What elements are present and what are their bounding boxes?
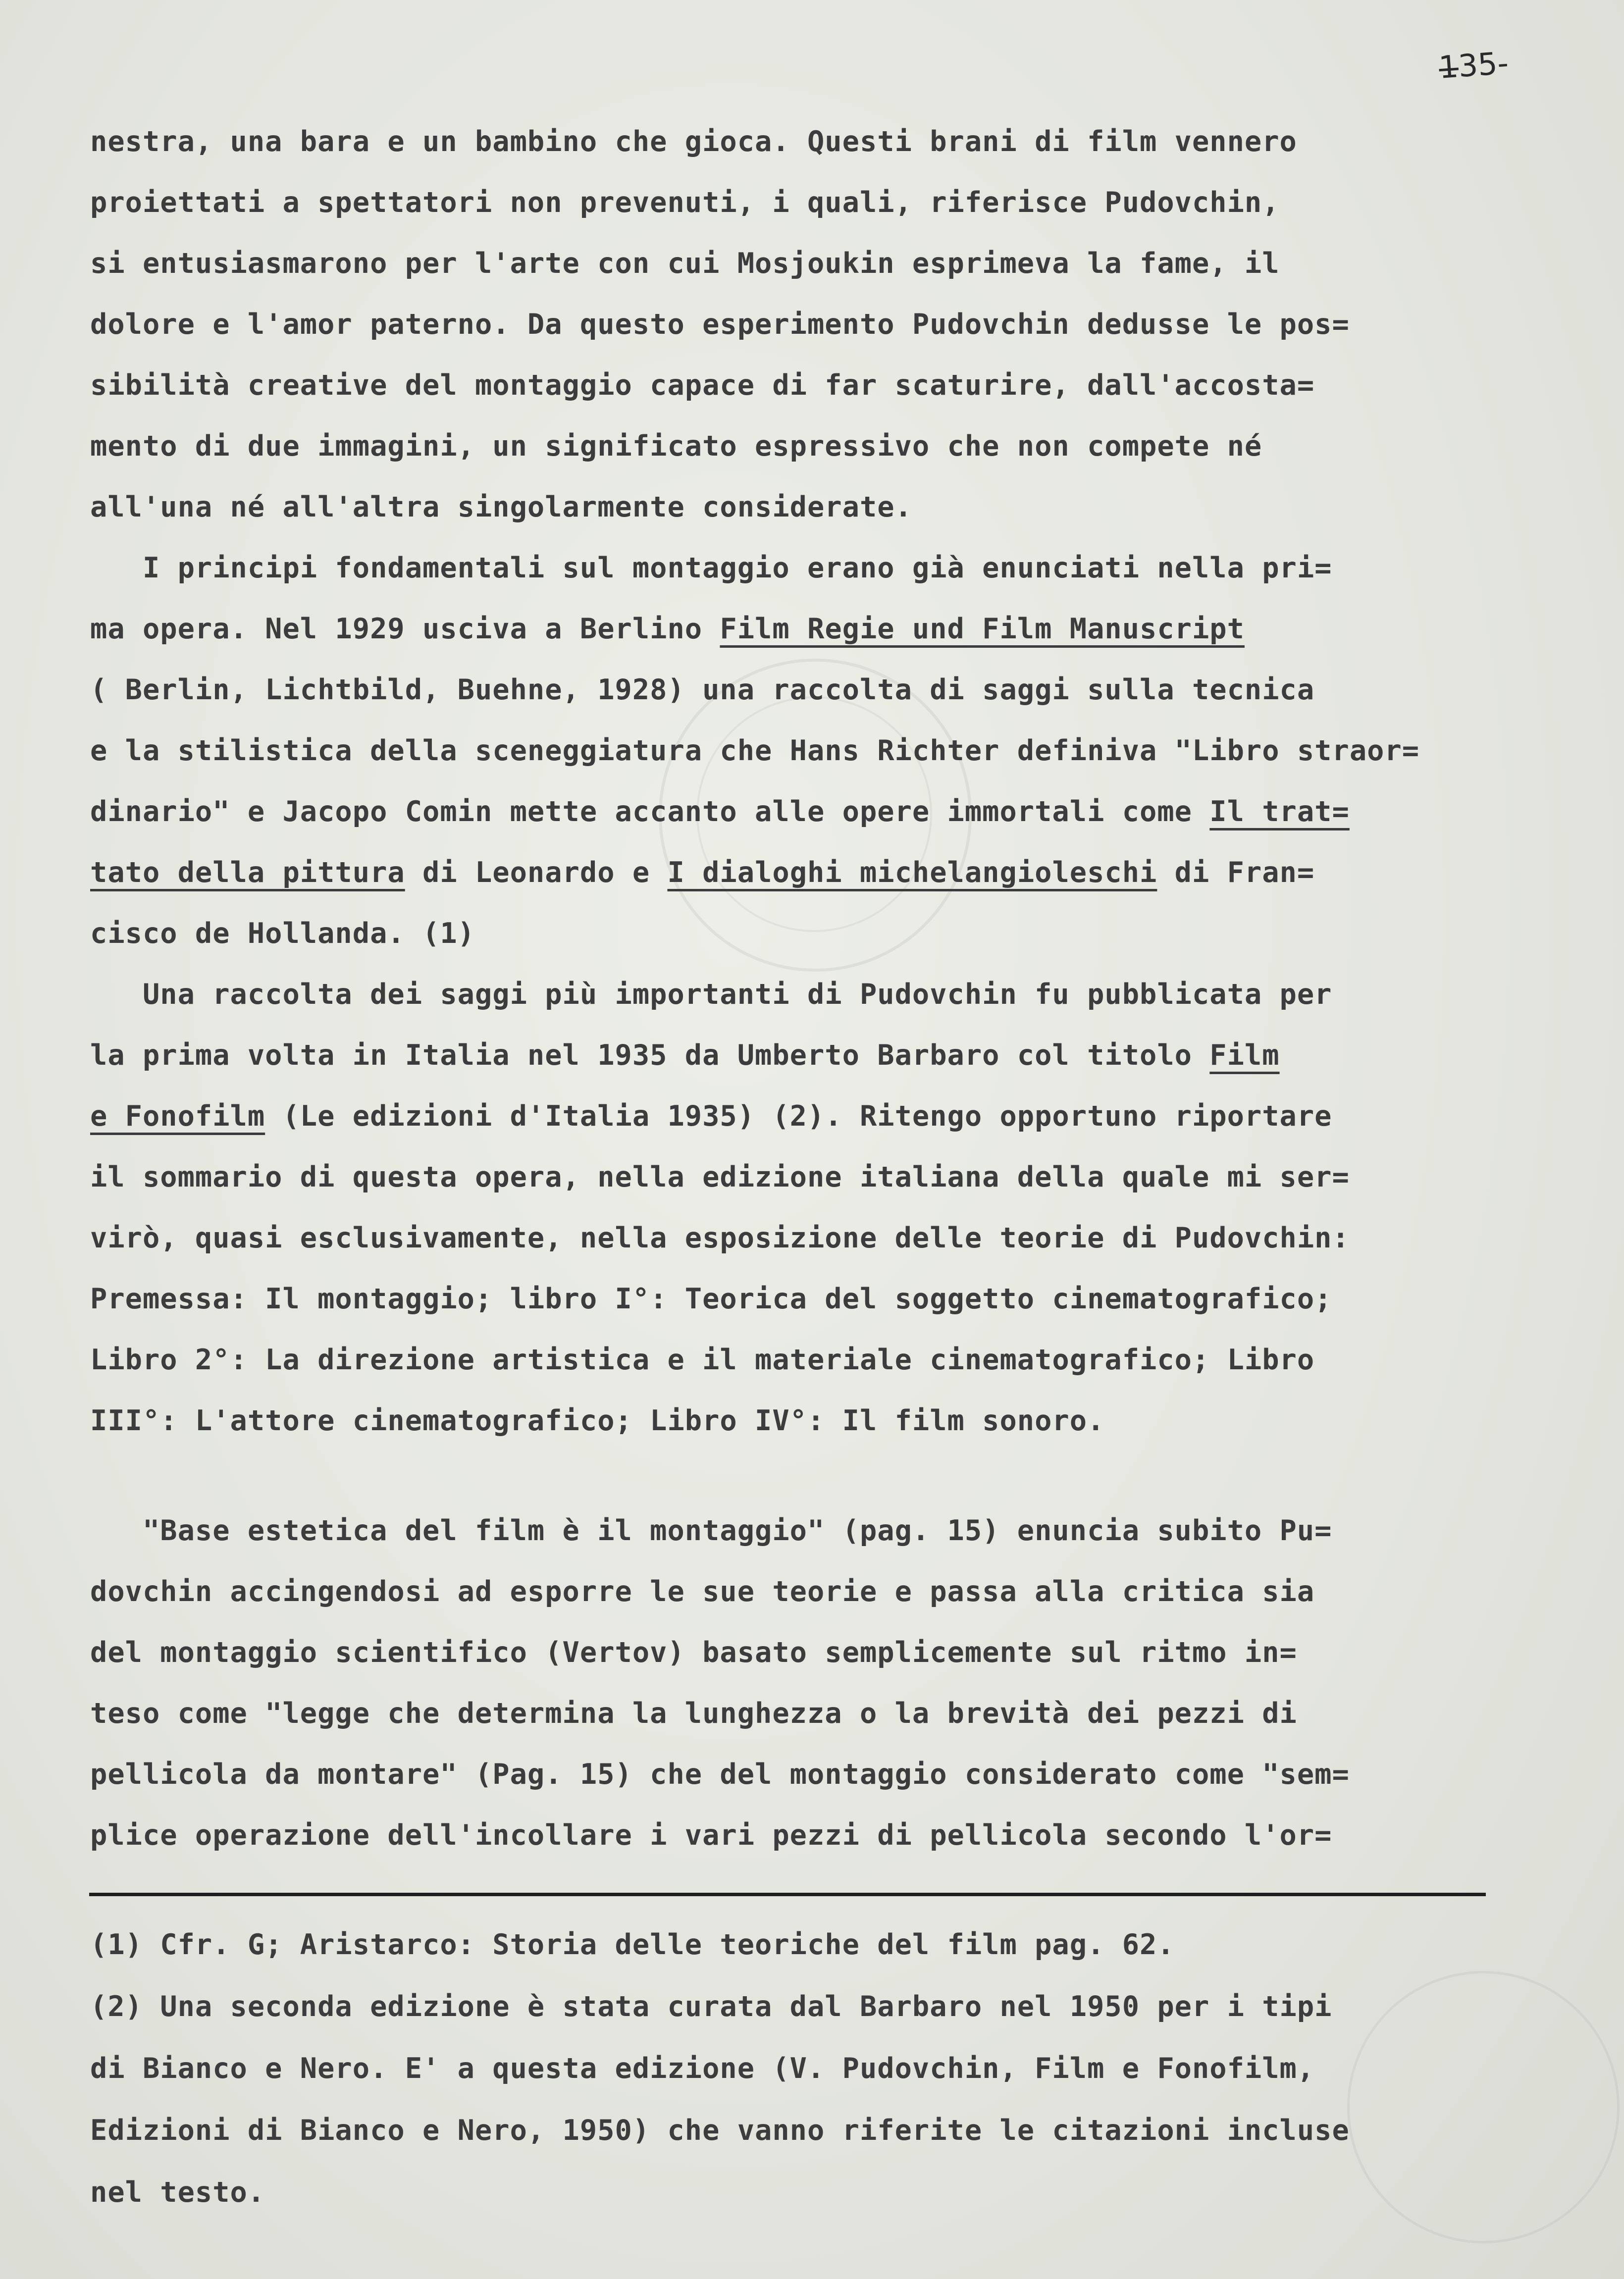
- text-segment: I principi fondamentali sul montaggio erano già enunciati nella pri=: [90, 552, 1332, 584]
- text-line: [90, 1025, 1419, 1086]
- text-line: [90, 1914, 1350, 1976]
- text-line: [90, 2038, 1350, 2100]
- text-segment: mento di due immagini, un significato espressivo che non compete né: [90, 430, 1262, 463]
- text-line: [90, 477, 1419, 538]
- text-segment: Premessa: Il montaggio; libro I°: Teorica del soggetto cinematografico;: [90, 1283, 1332, 1315]
- text-segment: nel testo.: [90, 2176, 265, 2209]
- paragraph-1: [90, 111, 1419, 1451]
- text-line: [90, 1208, 1419, 1269]
- paragraph-2: [90, 1501, 1350, 1866]
- text-segment: dovchin accingendosi ad esporre le sue teorie e passa alla critica sia: [90, 1575, 1315, 1608]
- text-line: [90, 233, 1419, 294]
- text-segment: nestra, una bara e un bambino che gioca. Questi brani di film vennero: [90, 125, 1297, 158]
- text-line: [90, 1330, 1419, 1391]
- underlined-title: e Fonofilm: [90, 1100, 265, 1133]
- text-line: [90, 2162, 1350, 2224]
- text-line: [90, 1561, 1350, 1622]
- text-line: [90, 1744, 1350, 1805]
- text-segment: di Leonardo e: [405, 856, 668, 889]
- text-segment: del montaggio scientifico (Vertov) basato semplicemente sul ritmo in=: [90, 1636, 1297, 1669]
- text-segment: dolore e l'amor paterno. Da questo esperimento Pudovchin dedusse le pos=: [90, 308, 1350, 341]
- text-line: [90, 721, 1419, 781]
- text-segment: teso come "legge che determina la lunghezza o la brevità dei pezzi di: [90, 1697, 1297, 1730]
- text-segment: plice operazione dell'incollare i vari pezzi di pellicola secondo l'or=: [90, 1819, 1332, 1852]
- text-line: [90, 842, 1419, 903]
- page-number: 1̶35-: [1437, 45, 1510, 86]
- text-segment: sibilità creative del montaggio capace di far scaturire, dall'accosta=: [90, 369, 1315, 402]
- text-segment: di Bianco e Nero. E' a questa edizione (V. Pudovchin, Film e Fonofilm,: [90, 2052, 1315, 2085]
- text-segment: Una raccolta dei saggi più importanti di Pudovchin fu pubblicata per: [90, 978, 1332, 1011]
- text-line: [90, 781, 1419, 842]
- underlined-title: tato della pittura: [90, 856, 405, 889]
- footnotes: [90, 1914, 1350, 2224]
- text-segment: ma opera. Nel 1929 usciva a Berlino: [90, 613, 720, 645]
- text-line: [90, 1622, 1350, 1683]
- text-line: [90, 1976, 1350, 2038]
- text-segment: all'una né all'altra singolarmente considerate.: [90, 491, 912, 523]
- text-line: [90, 538, 1419, 599]
- underlined-title: I dialoghi michelangioleschi: [667, 856, 1157, 889]
- text-segment: pellicola da montare" (Pag. 15) che del montaggio considerato come "sem=: [90, 1758, 1350, 1791]
- text-segment: Edizioni di Bianco e Nero, 1950) che vanno riferite le citazioni incluse: [90, 2114, 1350, 2147]
- text-segment: (2) Una seconda edizione è stata curata dal Barbaro nel 1950 per i tipi: [90, 1990, 1332, 2023]
- text-line: [90, 660, 1419, 721]
- text-line: [90, 1805, 1350, 1866]
- text-line: [90, 1269, 1419, 1330]
- text-line: [90, 599, 1419, 660]
- text-segment: proiettati a spettatori non prevenuti, i quali, riferisce Pudovchin,: [90, 186, 1280, 219]
- text-line: [90, 416, 1419, 477]
- text-segment: e la stilistica della sceneggiatura che Hans Richter definiva "Libro straor=: [90, 734, 1420, 767]
- text-line: [90, 1391, 1419, 1451]
- text-segment: la prima volta in Italia nel 1935 da Umberto Barbaro col titolo: [90, 1039, 1210, 1072]
- text-line: [90, 903, 1419, 964]
- text-line: [90, 1683, 1350, 1744]
- text-segment: Libro 2°: La direzione artistica e il materiale cinematografico; Libro: [90, 1344, 1315, 1376]
- underlined-title: Film: [1209, 1039, 1280, 1072]
- text-segment: virò, quasi esclusivamente, nella esposizione delle teorie di Pudovchin:: [90, 1222, 1350, 1254]
- text-segment: si entusiasmarono per l'arte con cui Mosjoukin esprimeva la fame, il: [90, 247, 1280, 280]
- text-line: [90, 964, 1419, 1025]
- text-line: [90, 1086, 1419, 1147]
- text-segment: dinario" e Jacopo Comin mette accanto alle opere immortali come: [90, 795, 1210, 828]
- text-line: [90, 2100, 1350, 2162]
- text-segment: il sommario di questa opera, nella edizione italiana della quale mi ser=: [90, 1161, 1350, 1193]
- text-line: [90, 355, 1419, 416]
- text-line: [90, 1147, 1419, 1208]
- faded-stamp-mark-lower: [1347, 1971, 1620, 2243]
- text-segment: (Le edizioni d'Italia 1935) (2). Ritengo opportuno riportare: [265, 1100, 1332, 1133]
- text-segment: (1) Cfr. G; Aristarco: Storia delle teoriche del film pag. 62.: [90, 1928, 1175, 1961]
- underlined-title: Film Regie und Film Manuscript: [720, 613, 1245, 645]
- footnote-separator: [89, 1893, 1486, 1896]
- text-segment: III°: L'attore cinematografico; Libro IV°: Il film sonoro.: [90, 1404, 1105, 1437]
- text-line: [90, 294, 1419, 355]
- text-line: [90, 1501, 1350, 1561]
- text-segment: ( Berlin, Lichtbild, Buehne, 1928) una raccolta di saggi sulla tecnica: [90, 673, 1315, 706]
- text-segment: di Fran=: [1157, 856, 1315, 889]
- text-segment: cisco de Hollanda. (1): [90, 917, 475, 950]
- text-segment: "Base estetica del film è il montaggio" (pag. 15) enuncia subito Pu=: [90, 1514, 1332, 1547]
- underlined-title: Il trat=: [1209, 795, 1350, 828]
- text-line: [90, 172, 1419, 233]
- text-line: [90, 111, 1419, 172]
